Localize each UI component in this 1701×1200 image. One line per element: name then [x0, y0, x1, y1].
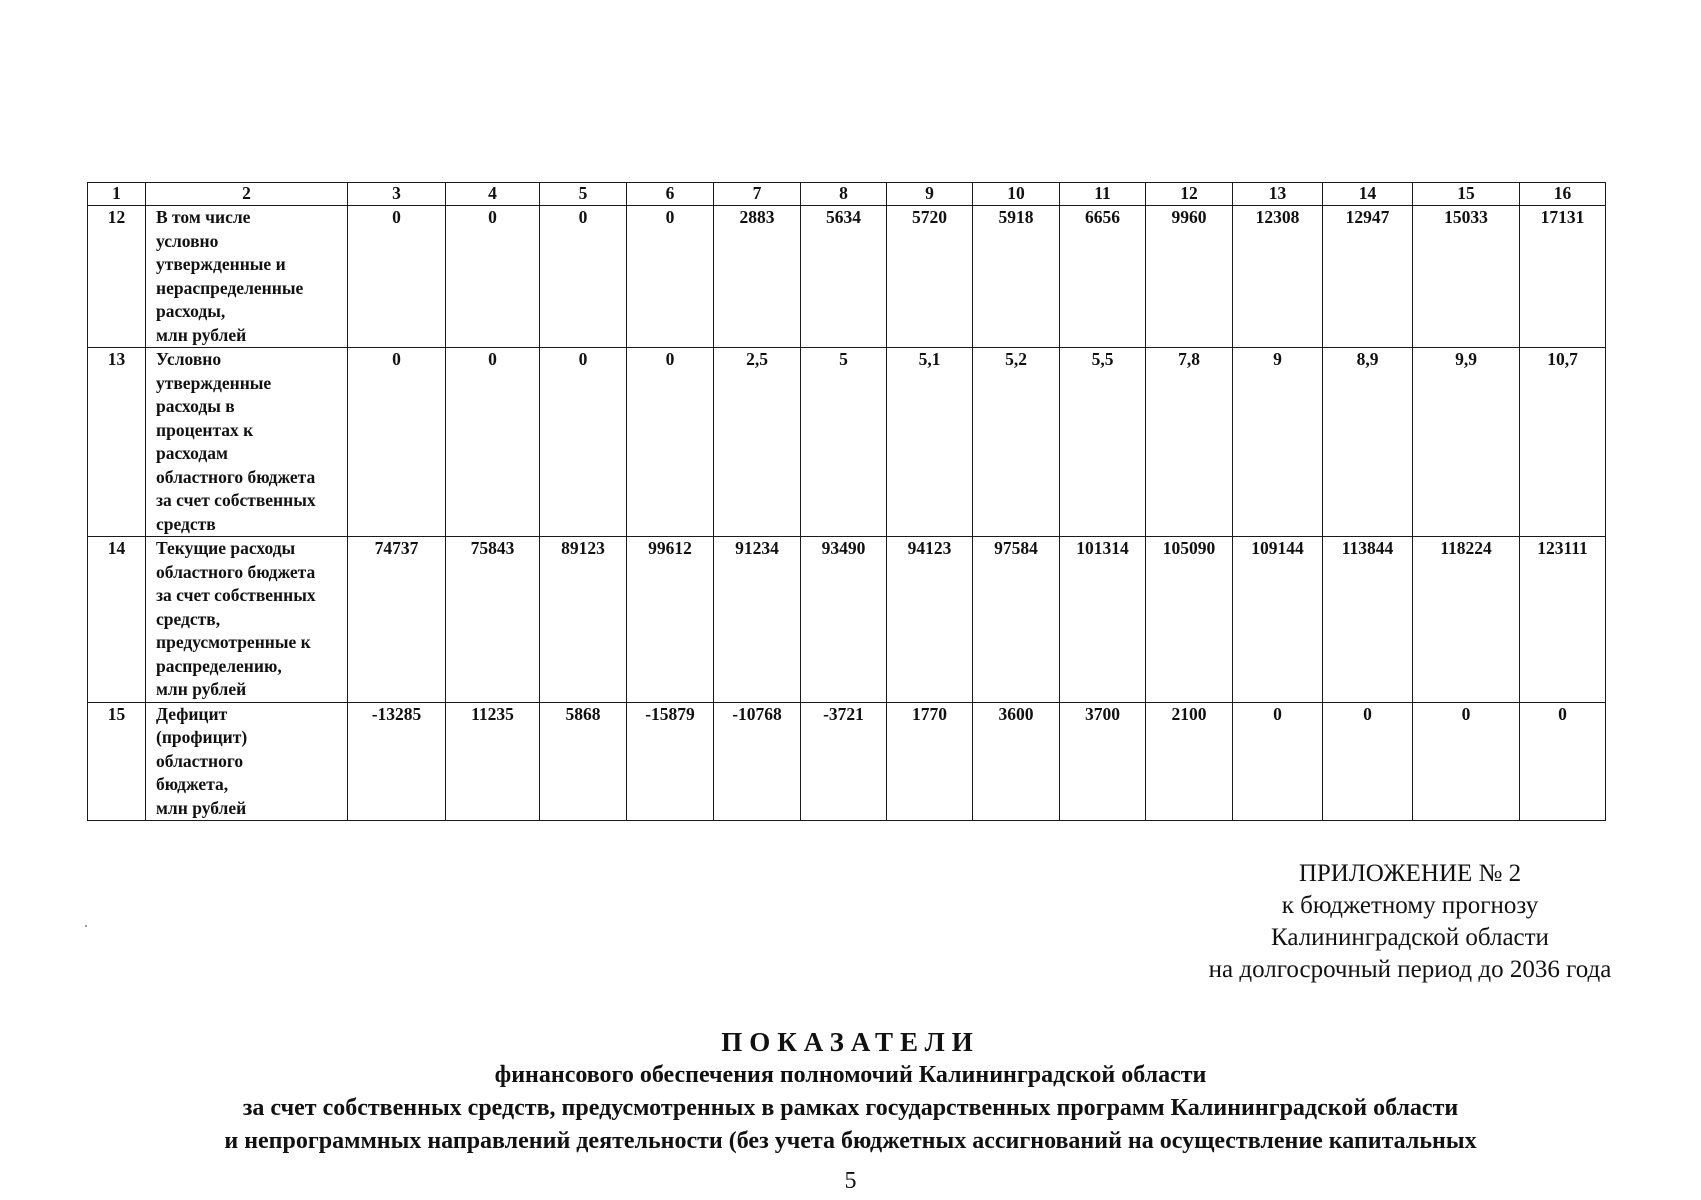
value-cell: 0 [627, 348, 714, 537]
description-line: В том числе [156, 207, 251, 227]
value-cell: 99612 [627, 537, 714, 703]
description-line: млн рублей [156, 324, 247, 345]
description-line: средств [156, 513, 216, 534]
appendix-line: к бюджетному прогнозу [1281, 892, 1539, 919]
description-line: расходы, [156, 301, 226, 321]
appendix-block [1130, 858, 1690, 986]
value-cell: 17131 [1520, 206, 1606, 348]
row-description-cell [146, 537, 348, 703]
appendix-line: ПРИЛОЖЕНИЕ № 2 [1298, 860, 1522, 887]
description-line: млн рублей [156, 679, 247, 699]
column-number-cell: 14 [1323, 183, 1413, 206]
value-cell: 91234 [714, 537, 801, 703]
description-line: областного [156, 750, 244, 771]
table-header-row [88, 183, 1606, 206]
value-cell: 8,9 [1323, 348, 1413, 537]
value-cell: 2883 [714, 206, 801, 348]
value-cell: 5720 [887, 206, 973, 348]
value-cell: 1770 [887, 702, 973, 821]
value-cell: 5868 [540, 702, 627, 821]
description-line: областного бюджета [156, 561, 316, 582]
value-cell: 11235 [446, 702, 540, 821]
table-row [88, 702, 1606, 821]
row-description-cell [146, 206, 348, 348]
description-line: распределению, [156, 655, 282, 676]
value-cell: 2,5 [714, 348, 801, 537]
value-cell: 109144 [1233, 537, 1323, 703]
value-cell: 0 [1233, 702, 1323, 821]
table-row [88, 537, 1606, 703]
value-cell: 118224 [1413, 537, 1520, 703]
value-cell: 5,1 [887, 348, 973, 537]
value-cell: -15879 [627, 702, 714, 821]
description-line: (профицит) [156, 727, 248, 747]
value-cell: 3600 [973, 702, 1060, 821]
title-line: финансового обеспечения полномочий Калининградской области [494, 1062, 1207, 1088]
value-cell: 97584 [973, 537, 1060, 703]
title-line: за счет собственных средств, предусмотренных в рамках государственных программ Калининградской области [242, 1095, 1459, 1121]
value-cell: 3700 [1060, 702, 1146, 821]
value-cell: 74737 [348, 537, 446, 703]
value-cell: 5918 [973, 206, 1060, 348]
value-cell: 0 [1323, 702, 1413, 821]
column-number-cell: 11 [1060, 183, 1146, 206]
value-cell: 0 [1413, 702, 1520, 821]
value-cell: 5,2 [973, 348, 1060, 537]
table-row [88, 206, 1606, 348]
description-line: за счет собственных [156, 490, 316, 510]
value-cell: -13285 [348, 702, 446, 821]
description-line: Условно [156, 349, 222, 369]
value-cell: 12947 [1323, 206, 1413, 348]
value-cell: 10,7 [1520, 348, 1606, 537]
value-cell: 5 [801, 348, 887, 537]
value-cell: 5634 [801, 206, 887, 348]
row-description-cell [146, 702, 348, 821]
column-number-cell: 12 [1146, 183, 1233, 206]
column-number-cell: 2 [146, 183, 348, 206]
value-cell: 9,9 [1413, 348, 1520, 537]
row-number-cell: 14 [88, 537, 146, 703]
value-cell: 105090 [1146, 537, 1233, 703]
description-line: расходам [156, 443, 228, 463]
value-cell: 0 [627, 206, 714, 348]
value-cell: 2100 [1146, 702, 1233, 821]
scan-speck [85, 925, 87, 927]
value-cell: 75843 [446, 537, 540, 703]
value-cell: 9960 [1146, 206, 1233, 348]
value-cell: 0 [446, 348, 540, 537]
document-title [0, 1025, 1701, 1158]
value-cell: 0 [1520, 702, 1606, 821]
description-line: условно [156, 230, 219, 251]
value-cell: 15033 [1413, 206, 1520, 348]
description-line: расходы в [156, 396, 235, 416]
column-number-cell: 7 [714, 183, 801, 206]
column-number-cell: 9 [887, 183, 973, 206]
value-cell: 6656 [1060, 206, 1146, 348]
description-line: нераспределенные [156, 277, 304, 298]
column-number-cell: 13 [1233, 183, 1323, 206]
description-line: процентах к [156, 419, 254, 440]
description-line: бюджета, [156, 774, 229, 794]
column-number-cell: 4 [446, 183, 540, 206]
title-line: и непрограммных направлений деятельности (без учета бюджетных ассигнований на осуществление капитальных [224, 1128, 1477, 1154]
value-cell: 5,5 [1060, 348, 1146, 537]
value-cell: 94123 [887, 537, 973, 703]
description-line: утвержденные [156, 372, 272, 393]
value-cell: 113844 [1323, 537, 1413, 703]
table-row [88, 348, 1606, 537]
column-number-cell: 3 [348, 183, 446, 206]
description-line: утвержденные и [156, 254, 286, 274]
appendix-line: на долгосрочный период до 2036 года [1208, 956, 1612, 983]
row-description-cell [146, 348, 348, 537]
description-line: средств, [156, 608, 221, 629]
column-number-cell: 10 [973, 183, 1060, 206]
value-cell: 93490 [801, 537, 887, 703]
value-cell: 0 [540, 348, 627, 537]
value-cell: 123111 [1520, 537, 1606, 703]
column-number-cell: 5 [540, 183, 627, 206]
budget-indicators-table [87, 182, 1606, 821]
row-number-cell: 13 [88, 348, 146, 537]
description-line: Текущие расходы [156, 538, 296, 558]
description-line: за счет собственных [156, 585, 316, 605]
row-number-cell: 12 [88, 206, 146, 348]
column-number-cell: 16 [1520, 183, 1606, 206]
value-cell: 0 [446, 206, 540, 348]
value-cell: -3721 [801, 702, 887, 821]
value-cell: 89123 [540, 537, 627, 703]
value-cell: 0 [348, 348, 446, 537]
page-number: 5 [844, 1168, 857, 1194]
description-line: областного бюджета [156, 466, 316, 487]
value-cell: 7,8 [1146, 348, 1233, 537]
value-cell: -10768 [714, 702, 801, 821]
column-number-cell: 8 [801, 183, 887, 206]
value-cell: 12308 [1233, 206, 1323, 348]
description-line: предусмотренные к [156, 632, 311, 652]
value-cell: 0 [348, 206, 446, 348]
value-cell: 9 [1233, 348, 1323, 537]
value-cell: 0 [540, 206, 627, 348]
row-number-cell: 15 [88, 702, 146, 821]
column-number-cell: 15 [1413, 183, 1520, 206]
column-number-cell: 1 [88, 183, 146, 206]
description-line: Дефицит [156, 703, 228, 724]
appendix-line: Калининградской области [1271, 924, 1549, 951]
description-line: млн рублей [156, 797, 247, 818]
column-number-cell: 6 [627, 183, 714, 206]
title-heading: ПОКАЗАТЕЛИ [721, 1027, 980, 1057]
value-cell: 101314 [1060, 537, 1146, 703]
